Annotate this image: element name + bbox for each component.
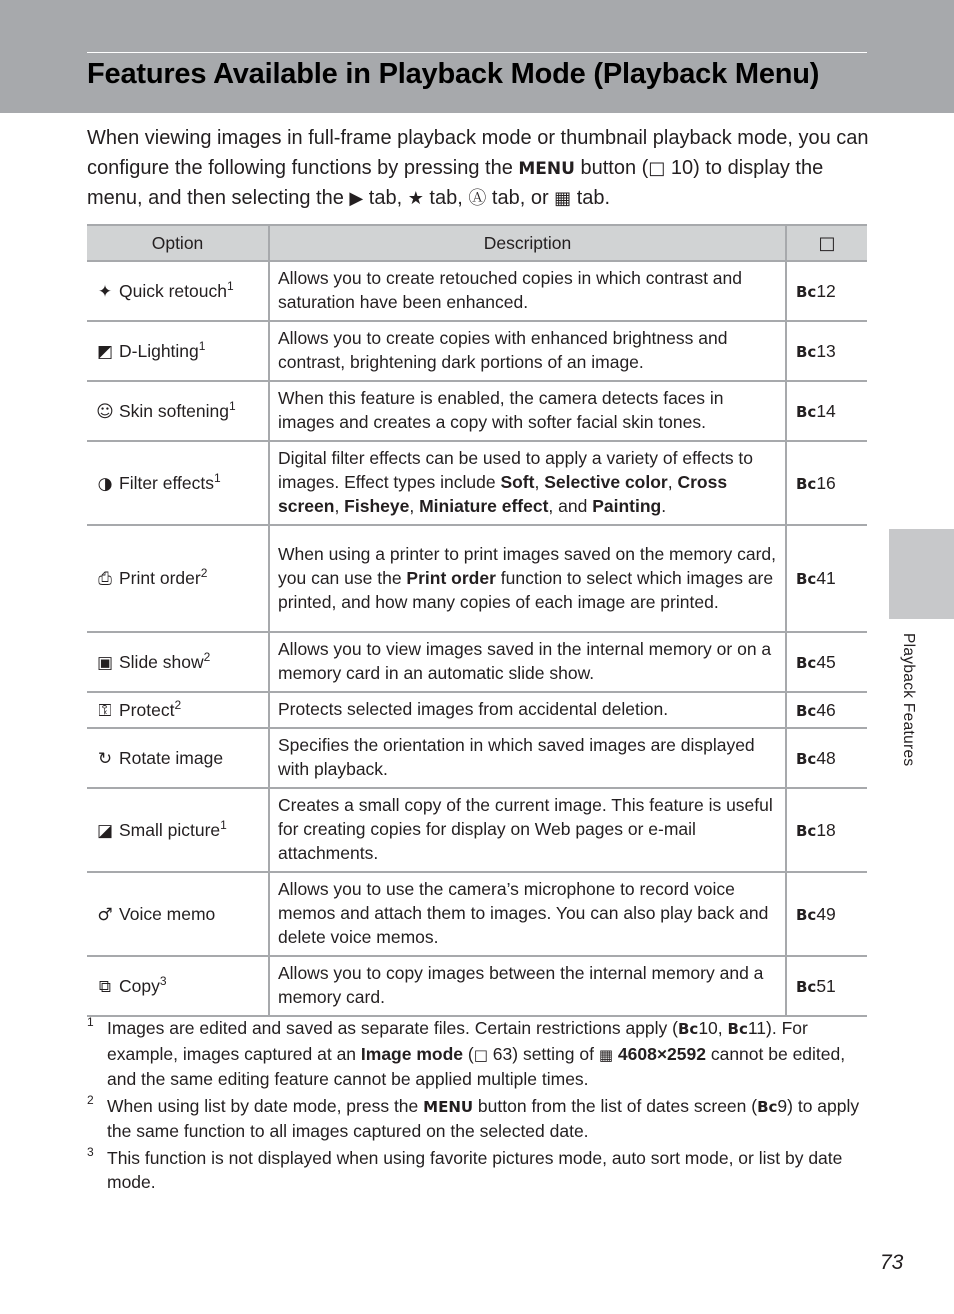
footnote-symbol-icon: □ xyxy=(473,1045,488,1064)
reference-section-icon: Вс xyxy=(796,905,817,924)
footnote xyxy=(87,1016,877,1092)
footnote-marker: 3 xyxy=(159,973,167,988)
reference-section-icon: Вс xyxy=(796,282,817,301)
description-text: , and xyxy=(548,496,593,516)
option-cell xyxy=(87,692,269,728)
description-cell xyxy=(269,872,786,956)
intro-text: tab, xyxy=(363,187,408,209)
column-header-option: Option xyxy=(87,225,269,261)
column-header-description: Description xyxy=(269,225,786,261)
option-name: Voice memo xyxy=(119,903,216,924)
option-cell xyxy=(87,632,269,692)
description-text: function to select which images are printed, and how many copies of each image are printed. xyxy=(278,567,774,612)
description-text: . xyxy=(661,496,667,516)
description-text: Allows you to view images saved in the internal memory or on a memory card in an automatic slide show. xyxy=(278,639,772,683)
playback-tab-icon: ▶ xyxy=(349,188,364,209)
description-text: Digital filter effects can be used to apply a variety of effects to images. Effect types include xyxy=(278,448,754,492)
reference-section-icon: Вс xyxy=(796,749,817,768)
footnote-text: 11). For example, images captured at an xyxy=(107,1018,808,1064)
description-text: When this feature is enabled, the camera detects faces in images and creates a copy with softer facial skin tones. xyxy=(278,388,724,432)
table-row xyxy=(87,692,867,728)
section-tab xyxy=(889,529,954,619)
reference-page: 48 xyxy=(816,747,836,768)
description-emphasis: Fisheye xyxy=(344,496,410,516)
option-cell xyxy=(87,525,269,632)
reference-page: 14 xyxy=(816,400,836,421)
description-cell xyxy=(269,692,786,728)
table-row xyxy=(87,872,867,956)
footnote-text: ( xyxy=(463,1043,474,1064)
option-name: Skin softening xyxy=(119,400,229,421)
option-cell xyxy=(87,381,269,441)
option-icon: ⧉ xyxy=(98,976,112,997)
page-title: Features Available in Playback Mode (Playback Menu) xyxy=(87,58,820,90)
description-emphasis: Cross screen xyxy=(278,472,728,516)
reference-section-icon: Вс xyxy=(796,474,817,493)
footnote-marker: 1 xyxy=(226,278,234,293)
reference-cell xyxy=(786,692,867,728)
description-cell xyxy=(269,441,786,525)
footnote-text: Images are edited and saved as separate files. Certain restrictions apply ( xyxy=(107,1018,678,1038)
reference-page: 18 xyxy=(816,819,836,840)
list-by-date-tab-icon: ▦ xyxy=(554,188,572,209)
footnote-number: 2 xyxy=(87,1092,94,1107)
description-text: When using a printer to print images saved on the memory card, you can use the xyxy=(278,543,777,588)
footnote-symbol-icon: ▦ xyxy=(598,1045,614,1064)
reference-section-icon: Вс xyxy=(796,570,817,588)
description-text: , xyxy=(667,472,678,492)
reference-page: 45 xyxy=(816,651,836,672)
table-row xyxy=(87,525,867,632)
footnote-text: This function is not displayed when using favorite pictures mode, auto sort mode, or list by date mode. xyxy=(107,1147,843,1192)
description-cell xyxy=(269,788,786,872)
footnote-text: 9) to apply the same function to all images captured on the selected date. xyxy=(107,1095,860,1141)
option-icon: ↻ xyxy=(97,748,113,769)
description-text: Allows you to create retouched copies in which contrast and saturation have been enhanced. xyxy=(278,268,743,312)
footnote-marker: 2 xyxy=(174,697,182,712)
table-header-row xyxy=(87,225,867,261)
option-name: Protect xyxy=(119,699,175,720)
footnote xyxy=(87,1094,877,1144)
reference-cell xyxy=(786,381,867,441)
playback-menu-table xyxy=(87,224,867,1017)
option-icon: ⎙ xyxy=(98,569,112,589)
reference-page: 41 xyxy=(816,568,836,588)
footnote-marker: 1 xyxy=(198,338,206,353)
footnote-symbol-icon: Вс xyxy=(678,1020,699,1038)
description-text: , xyxy=(534,472,545,492)
option-cell xyxy=(87,956,269,1016)
option-cell xyxy=(87,261,269,321)
description-text: Protects selected images from accidental deletion. xyxy=(278,699,669,719)
reference-cell xyxy=(786,632,867,692)
option-cell xyxy=(87,441,269,525)
reference-section-icon: Вс xyxy=(796,342,817,361)
option-name: Small picture xyxy=(119,819,221,840)
footnote-symbol-icon: Вс xyxy=(757,1097,778,1116)
reference-cell xyxy=(786,525,867,632)
reference-cell xyxy=(786,788,867,872)
reference-section-icon: Вс xyxy=(796,977,817,996)
page-reference-icon: □ xyxy=(648,157,666,179)
description-cell xyxy=(269,632,786,692)
option-name: Print order xyxy=(119,568,201,588)
option-icon: ✦ xyxy=(97,281,113,302)
reference-page: 51 xyxy=(816,975,836,996)
description-cell xyxy=(269,321,786,381)
intro-text: tab, xyxy=(423,187,469,209)
option-name: Quick retouch xyxy=(119,280,227,301)
reference-cell xyxy=(786,261,867,321)
option-cell xyxy=(87,728,269,788)
description-text: Allows you to copy images between the internal memory and a memory card. xyxy=(278,963,764,1007)
table-row xyxy=(87,956,867,1016)
description-emphasis: Soft xyxy=(500,472,535,492)
footnote-marker: 1 xyxy=(214,470,221,485)
footnote-number: 3 xyxy=(87,1144,94,1159)
footnote-symbol-icon: Вс xyxy=(727,1020,748,1038)
reference-section-icon: Вс xyxy=(796,821,817,840)
reference-page: 49 xyxy=(816,903,836,924)
table-row xyxy=(87,261,867,321)
reference-page: 12 xyxy=(816,280,836,301)
option-icon: ◩ xyxy=(96,341,114,362)
description-text: Allows you to create copies with enhanced brightness and contrast, brightening dark portions of an image. xyxy=(278,328,728,372)
footnote-marker: 2 xyxy=(200,566,208,580)
footnote-text: 10, xyxy=(698,1018,728,1038)
menu-button-icon: MENU xyxy=(518,158,575,179)
header-band xyxy=(0,0,954,113)
option-icon: ▣ xyxy=(96,652,114,673)
description-text: Specifies the orientation in which saved images are displayed with playback. xyxy=(278,735,755,779)
footnote-text: 63) setting of xyxy=(487,1043,599,1064)
reference-section-icon: Вс xyxy=(796,653,817,672)
option-icon: ◪ xyxy=(96,820,114,841)
description-text: , xyxy=(409,496,420,516)
footnote-symbol-icon: MENU xyxy=(423,1097,474,1116)
reference-page: 16 xyxy=(816,472,836,493)
reference-section-icon: Вс xyxy=(796,701,817,720)
footnote-marker: 2 xyxy=(203,649,211,664)
description-text: , xyxy=(334,496,345,516)
table-row xyxy=(87,321,867,381)
reference-section-icon: Вс xyxy=(796,402,817,421)
footnote-text: button from the list of dates screen ( xyxy=(473,1095,758,1116)
footnotes xyxy=(87,1016,877,1197)
intro-text: tab. xyxy=(571,187,611,209)
intro-text: When viewing images in full-frame playback mode or thumbnail playback mode, you can configure the following functions by pressing the xyxy=(87,127,869,179)
option-icon: ☺ xyxy=(96,401,114,422)
intro-text: tab, or xyxy=(486,187,555,209)
footnote xyxy=(87,1146,877,1195)
description-cell xyxy=(269,261,786,321)
description-emphasis: Selective color xyxy=(544,472,668,492)
footnote-emphasis: 4608×2592 xyxy=(617,1043,706,1064)
reference-cell xyxy=(786,956,867,1016)
option-cell xyxy=(87,788,269,872)
header-rule xyxy=(87,52,867,53)
table-body xyxy=(87,261,867,1016)
description-text: Creates a small copy of the current image. This feature is useful for creating copies for display on Web pages or e-mail attachments. xyxy=(278,795,773,863)
page-number: 73 xyxy=(880,1251,904,1274)
option-cell xyxy=(87,321,269,381)
table-row xyxy=(87,788,867,872)
description-cell xyxy=(269,525,786,632)
description-text: Allows you to use the camera’s microphone to record voice memos and attach them to images. You can also play back and delete voice memos. xyxy=(278,879,769,947)
table-row xyxy=(87,441,867,525)
auto-sort-tab-icon: Ⓐ xyxy=(468,188,487,209)
footnote-text: When using list by date mode, press the xyxy=(107,1095,424,1116)
favorite-tab-icon: ★ xyxy=(407,188,424,209)
section-tab-label: Playback Features xyxy=(900,633,917,767)
option-name: Slide show xyxy=(119,651,204,672)
description-cell xyxy=(269,381,786,441)
intro-text: 10) to display the menu, and then selecting the xyxy=(87,156,824,209)
option-name: D-Lighting xyxy=(119,340,199,361)
reference-cell xyxy=(786,441,867,525)
description-emphasis: Miniature effect xyxy=(419,496,549,516)
option-cell xyxy=(87,872,269,956)
option-name: Filter effects xyxy=(119,472,214,493)
column-header-page-reference-icon: □ xyxy=(786,225,867,261)
option-icon: ◑ xyxy=(97,473,113,494)
intro-text: button ( xyxy=(574,156,649,179)
option-name: Copy xyxy=(119,975,160,996)
reference-cell xyxy=(786,872,867,956)
description-emphasis: Painting xyxy=(592,496,662,516)
footnote-text: cannot be edited, and the same editing feature cannot be applied multiple times. xyxy=(107,1043,846,1089)
footnote-number: 1 xyxy=(87,1015,94,1029)
footnote-marker: 1 xyxy=(220,817,227,832)
table-row xyxy=(87,381,867,441)
reference-page: 13 xyxy=(816,340,836,361)
footnote-marker: 1 xyxy=(228,398,236,413)
option-icon: ♂ xyxy=(97,904,113,925)
reference-cell xyxy=(786,321,867,381)
table-row xyxy=(87,632,867,692)
intro-paragraph xyxy=(87,124,877,214)
table-row xyxy=(87,728,867,788)
description-cell xyxy=(269,956,786,1016)
description-cell xyxy=(269,728,786,788)
option-name: Rotate image xyxy=(119,747,224,768)
reference-cell xyxy=(786,728,867,788)
reference-page: 46 xyxy=(816,699,836,720)
footnote-emphasis: Image mode xyxy=(360,1043,464,1064)
option-icon: ⚿ xyxy=(98,700,112,721)
description-emphasis: Print order xyxy=(406,567,496,588)
